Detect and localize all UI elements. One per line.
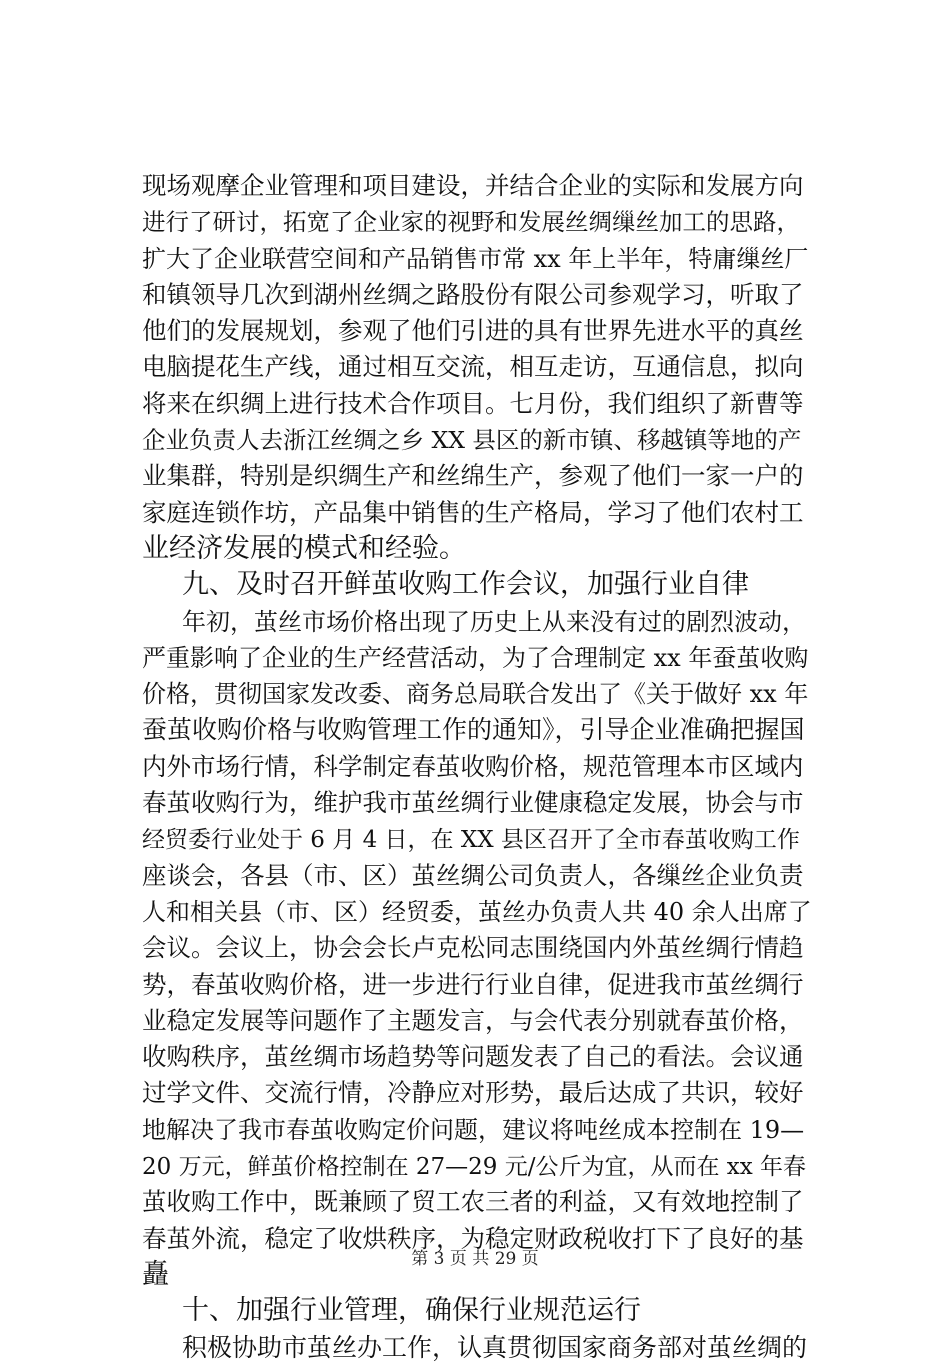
text-line: 收购秩序，茧丝绸市场趋势等问题发表了自己的看法。会议通 — [142, 1042, 804, 1072]
text-line: 地解决了我市春茧收购定价问题，建议将吨丝成本控制在 19— — [142, 1115, 805, 1144]
text-line: 业集群，特别是织绸生产和丝绵生产，参观了他们一家一户的 — [142, 461, 804, 491]
text-line: 积极协助市茧丝办工作，认真贯彻国家商务部对茧丝绸的 — [182, 1332, 808, 1362]
section-heading-9: 九、及时召开鲜茧收购工作会议，加强行业自律 — [182, 569, 749, 601]
document-body — [142, 168, 812, 1366]
text-line: 势，春茧收购价格，进一步进行行业自律，促进我市茧丝绸行 — [142, 969, 804, 999]
text-line: 春茧外流，稳定了收烘秩序，为稳定财政税收打下了良好的基 — [142, 1223, 804, 1253]
text-line: 业经济发展的模式和经验。 — [142, 532, 466, 564]
text-line: 业稳定发展等问题作了主题发言，与会代表分别就春茧价格， — [142, 1005, 804, 1035]
text-line: 扩大了企业联营空间和产品销售市常 xx 年上半年，特庸缫丝厂 — [142, 244, 809, 273]
text-line: 价格，贯彻国家发改委、商务总局联合发出了《关于做好 xx 年 — [142, 680, 809, 709]
section-heading-10: 十、加强行业管理，确保行业规范运行 — [182, 1295, 641, 1327]
text-line: 过学文件、交流行情，冷静应对形势，最后达成了共识，较好 — [142, 1078, 804, 1108]
text-line: 春茧收购行为，维护我市茧丝绸行业健康稳定发展，协会与市 — [142, 788, 804, 818]
text-line: 蚕茧收购价格与收购管理工作的通知》，引导企业准确把握国 — [142, 715, 805, 745]
text-line: 会议。会议上，协会会长卢克松同志围绕国内外茧丝绸行情趋 — [142, 933, 804, 963]
text-line: 茧收购工作中，既兼顾了贸工农三者的利益，又有效地控制了 — [142, 1187, 804, 1217]
text-line: 年初，茧丝市场价格出现了历史上从来没有过的剧烈波动， — [182, 607, 806, 636]
text-line: 将来在织绸上进行技术合作项目。七月份，我们组织了新曹等 — [142, 388, 804, 418]
text-line: 座谈会，各县（市、区）茧丝绸公司负责人，各缫丝企业负责 — [142, 860, 804, 890]
text-line: 和镇领导几次到湖州丝绸之路股份有限公司参观学习，听取了 — [142, 279, 804, 309]
text-line: 电脑提花生产线，通过相互交流，相互走访，互通信息，拟向 — [142, 352, 804, 382]
text-line: 现场观摩企业管理和项目建设，并结合企业的实际和发展方向 — [142, 171, 804, 200]
text-line: 严重影响了企业的生产经营活动，为了合理制定 xx 年蚕茧收购 — [142, 643, 809, 672]
text-line: 家庭连锁作坊，产品集中销售的生产格局，学习了他们农村工 — [142, 497, 804, 527]
text-line: 矗 — [142, 1258, 169, 1290]
text-line: 内外市场行情，科学制定春茧收购价格，规范管理本市区域内 — [142, 751, 804, 781]
page-footer: 第 3 页 共 29 页 — [411, 1249, 539, 1269]
text-line: 经贸委行业处于 6 月 4 日，在 XX 县区召开了全市春茧收购工作 — [142, 827, 800, 854]
text-line: 他们的发展规划，参观了他们引进的具有世界先进水平的真丝 — [142, 316, 804, 346]
text-line: 进行了研讨，拓宽了企业家的视野和发展丝绸缫丝加工的思路， — [142, 208, 800, 237]
text-line: 企业负责人去浙江丝绸之乡 XX 县区的新市镇、移越镇等地的产 — [142, 426, 802, 455]
text-line: 人和相关县（市、区）经贸委，茧丝办负责人共 40 余人出席了 — [142, 897, 812, 926]
text-line: 20 万元，鲜茧价格控制在 27—29 元/公斤为宜，从而在 xx 年春 — [142, 1154, 807, 1181]
